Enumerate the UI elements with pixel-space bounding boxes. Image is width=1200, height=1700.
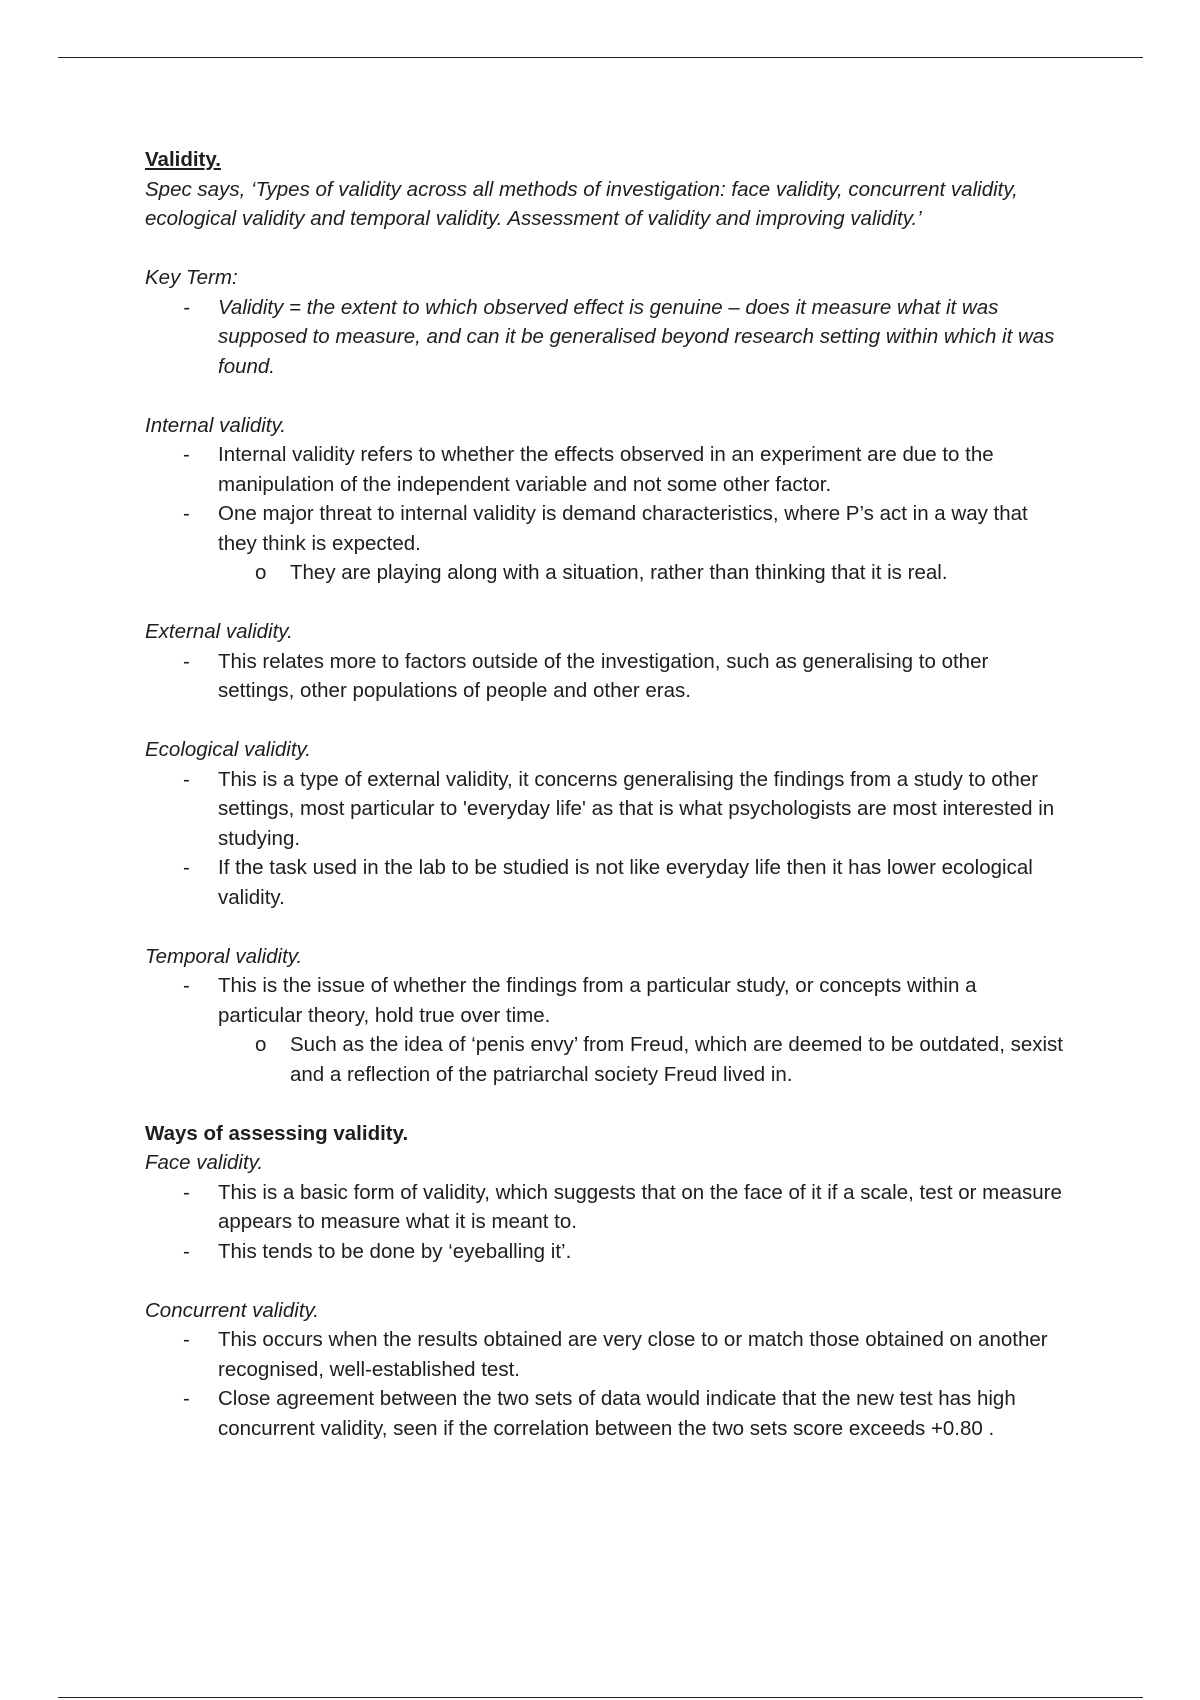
list-item-text: One major threat to internal validity is demand characteristics, where P’s act in a way that they think is expected. bbox=[218, 502, 1028, 555]
list-item-text: This is the issue of whether the findings from a particular study, or concepts within a particular theory, hold true over time. bbox=[218, 974, 977, 1027]
face-validity-list bbox=[145, 1178, 1065, 1267]
list-item-text: Validity = the extent to which observed effect is genuine – does it measure what it was supposed to measure, and can it be generalised beyond research setting within which it was found. bbox=[218, 295, 1055, 378]
sub-list-item bbox=[145, 558, 1065, 588]
list-item bbox=[145, 293, 1065, 382]
dash-marker: - bbox=[183, 502, 190, 525]
dash-marker: - bbox=[183, 974, 190, 997]
concurrent-validity-list bbox=[145, 1325, 1065, 1443]
external-validity-heading: External validity. bbox=[145, 620, 293, 643]
dash-marker: - bbox=[183, 767, 190, 791]
list-item-text: This is a type of external validity, it concerns generalising the findings from a study to other settings, most particular to 'everyday life' as that is what psychologists are most interested in studying. bbox=[218, 767, 1055, 850]
ecological-validity-list bbox=[145, 765, 1065, 913]
list-item bbox=[145, 499, 1065, 558]
list-item bbox=[145, 765, 1065, 854]
footer-rule bbox=[58, 1697, 1143, 1698]
circle-marker: o bbox=[255, 1033, 267, 1056]
list-item-text: This is a basic form of validity, which suggests that on the face of it if a scale, test or measure appears to measure what it is meant to. bbox=[218, 1180, 1062, 1233]
internal-validity-heading: Internal validity. bbox=[145, 413, 286, 437]
list-item bbox=[145, 971, 1065, 1030]
dash-marker: - bbox=[183, 856, 190, 879]
list-item-text: Close agreement between the two sets of data would indicate that the new test has high concurrent validity, seen if the correlation between the two sets score exceeds +0.80 . bbox=[218, 1387, 1016, 1440]
dash-marker: - bbox=[183, 1180, 190, 1204]
list-item bbox=[145, 440, 1065, 499]
ecological-validity-heading: Ecological validity. bbox=[145, 738, 311, 761]
dash-marker: - bbox=[183, 295, 190, 319]
list-item bbox=[145, 1384, 1065, 1443]
list-item bbox=[145, 647, 1065, 706]
temporal-validity-heading: Temporal validity. bbox=[145, 944, 303, 968]
internal-validity-list bbox=[145, 440, 1065, 588]
list-item-text: Internal validity refers to whether the effects observed in an experiment are due to the manipulation of the independent variable and not some other factor. bbox=[218, 443, 994, 496]
key-term-list bbox=[145, 293, 1065, 382]
external-validity-list bbox=[145, 647, 1065, 706]
sub-list-item-text: Such as the idea of ‘penis envy’ from Freud, which are deemed to be outdated, sexist and a reflection of the patriarchal society Freud lived in. bbox=[290, 1033, 1063, 1086]
spec-quote: Spec says, ‘Types of validity across all methods of investigation: face validity, concurrent validity, ecological validity and temporal validity. Assessment of validity and improving validity.’ bbox=[145, 177, 1018, 230]
list-item-text: This occurs when the results obtained are very close to or match those obtained on another recognised, well-established test. bbox=[218, 1328, 1048, 1381]
circle-marker: o bbox=[255, 561, 267, 584]
dash-marker: - bbox=[183, 1328, 190, 1351]
face-validity-heading: Face validity. bbox=[145, 1151, 264, 1174]
page-title: Validity. bbox=[145, 148, 221, 171]
key-term-heading: Key Term: bbox=[145, 266, 238, 289]
list-item-text: This relates more to factors outside of the investigation, such as generalising to other settings, other populations of people and other eras. bbox=[218, 649, 989, 702]
document-body bbox=[145, 145, 1065, 1443]
list-item bbox=[145, 1325, 1065, 1384]
list-item bbox=[145, 853, 1065, 912]
concurrent-validity-heading: Concurrent validity. bbox=[145, 1298, 319, 1322]
list-item-text: If the task used in the lab to be studied is not like everyday life then it has lower ecological validity. bbox=[218, 856, 1033, 909]
dash-marker: - bbox=[183, 649, 190, 673]
dash-marker: - bbox=[183, 1239, 190, 1263]
list-item-text: This tends to be done by ‘eyeballing it’. bbox=[218, 1239, 572, 1263]
assessing-validity-heading: Ways of assessing validity. bbox=[145, 1121, 409, 1145]
dash-marker: - bbox=[183, 443, 190, 466]
list-item bbox=[145, 1178, 1065, 1237]
dash-marker: - bbox=[183, 1387, 190, 1410]
sub-list-item-text: They are playing along with a situation, rather than thinking that it is real. bbox=[290, 561, 948, 584]
header-rule bbox=[58, 57, 1143, 58]
temporal-validity-list bbox=[145, 971, 1065, 1089]
sub-list-item bbox=[145, 1030, 1065, 1089]
list-item bbox=[145, 1237, 1065, 1267]
